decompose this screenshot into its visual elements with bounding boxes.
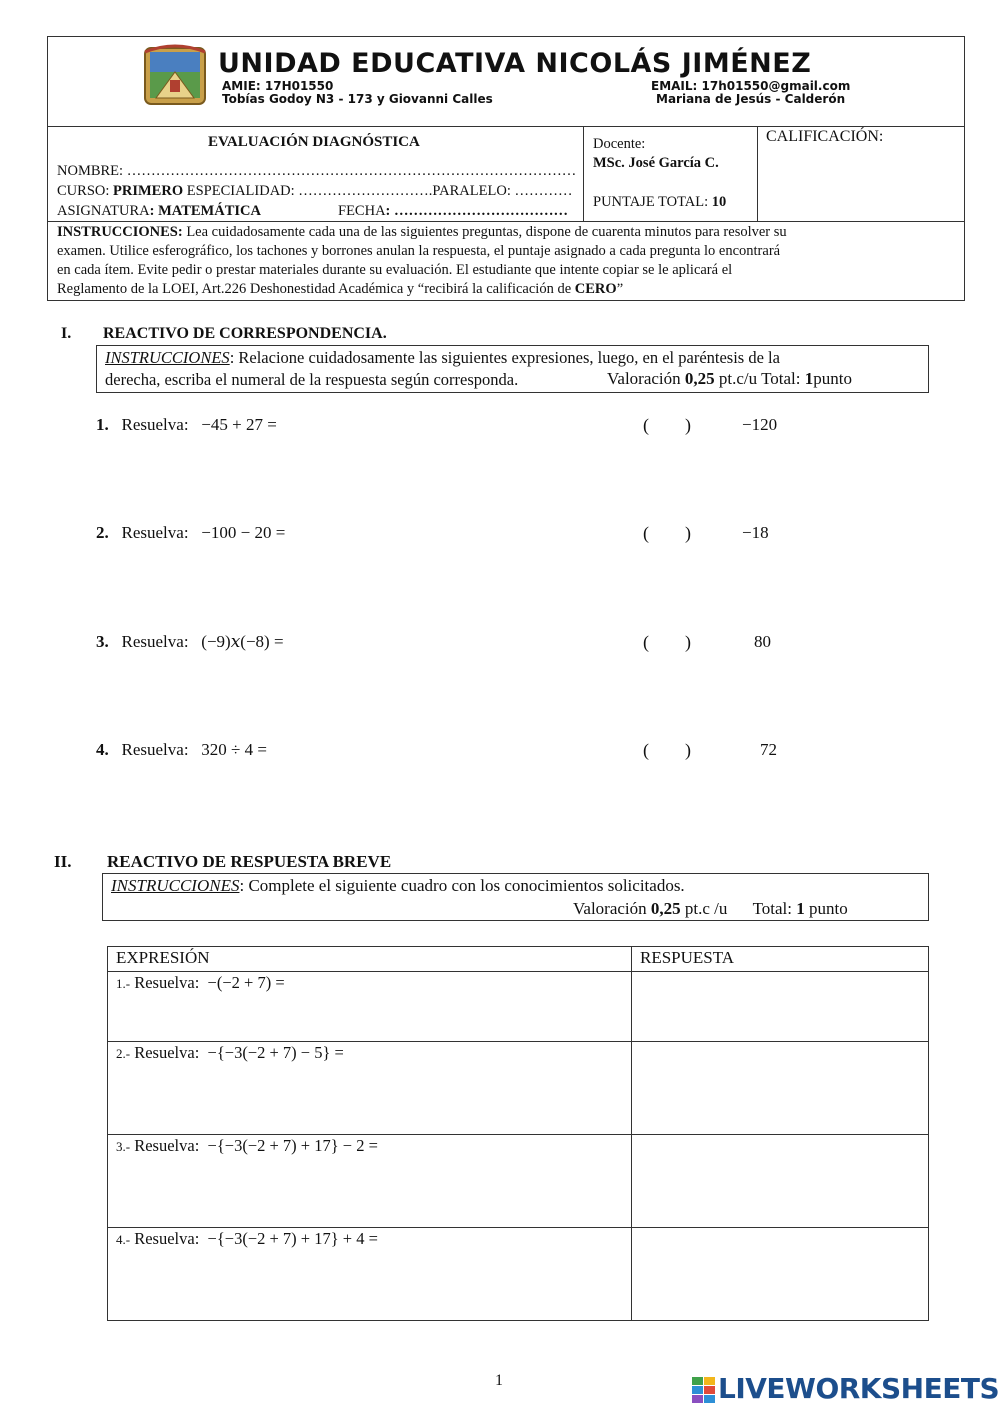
- math-expression: −100 − 20 =: [201, 523, 286, 542]
- puntaje-value: 10: [711, 194, 727, 210]
- table-row-expression: 2.- Resuelva: −{−3(−2 + 7) − 5} =: [116, 1043, 344, 1062]
- answer-cell[interactable]: [632, 1228, 926, 1319]
- table-row-expression: 3.- Resuelva: −{−3(−2 + 7) + 17} − 2 =: [116, 1136, 378, 1155]
- general-instructions: INSTRUCCIONES: Lea cuidadosamente cada una de las siguientes preguntas, dispone de cuarenta minutos para resolver su examen. Utilice esferográfico, los tachones y borrones anulan la respuesta, el puntaje asignado a cada pregunta lo encontrará en cada ítem. Evite pedir o prestar materiales durante su evaluación. El estudiante que intente copiar se le aplicará el Reglamento de la LOEI, Art.226 Deshonestidad Académica y “recibirá la calificación de CERO”: [57, 224, 787, 297]
- section1-item: 1. Resuelva: −45 + 27 =: [96, 415, 277, 434]
- section1-instructions-line1: INSTRUCCIONES: Relacione cuidadosamente las siguientes expresiones, luego, en el paréntesis de la: [105, 348, 780, 367]
- section2-title: REACTIVO DE RESPUESTA BREVE: [107, 852, 392, 871]
- answer-option: −18: [742, 523, 769, 542]
- math-expression: (−9)𝑥(−8) =: [201, 632, 284, 651]
- puntaje-total: PUNTAJE TOTAL: 10: [593, 194, 727, 210]
- section2-instructions-line1: INSTRUCCIONES: Complete el siguiente cuadro con los conocimientos solicitados.: [111, 876, 685, 895]
- table-row-expression: 1.- Resuelva: −(−2 + 7) =: [116, 973, 285, 992]
- page-number: 1: [495, 1372, 503, 1389]
- calificacion-label: CALIFICACIÓN:: [766, 128, 884, 145]
- section2-valoracion: Valoración 0,25 pt.c /u Total: 1 punto: [573, 899, 848, 918]
- fecha-line[interactable]: FECHA: ………………………………: [338, 203, 569, 219]
- math-expression: −(−2 + 7) =: [207, 973, 285, 992]
- docente-label: Docente:: [593, 136, 646, 152]
- answer-cell[interactable]: [632, 972, 926, 1039]
- math-expression: −{−3(−2 + 7) − 5} =: [207, 1043, 344, 1062]
- school-name: UNIDAD EDUCATIVA NICOLÁS JIMÉNEZ: [218, 48, 812, 79]
- curso-value: PRIMERO: [113, 183, 184, 199]
- section1-item: 4. Resuelva: 320 ÷ 4 =: [96, 740, 267, 759]
- answer-parenthesis[interactable]: ( ): [643, 740, 691, 760]
- math-expression: 320 ÷ 4 =: [201, 740, 267, 759]
- exam-title: EVALUACIÓN DIAGNÓSTICA: [208, 134, 420, 150]
- answer-option: 72: [760, 740, 777, 759]
- answer-parenthesis[interactable]: ( ): [643, 523, 691, 543]
- section1-numeral: I.: [61, 325, 72, 342]
- school-email: EMAIL: 17h01550@gmail.com: [651, 79, 851, 93]
- column-header-expresion: EXPRESIÓN: [116, 948, 210, 967]
- answer-cell[interactable]: [632, 1135, 926, 1225]
- answer-parenthesis[interactable]: ( ): [643, 632, 691, 652]
- column-header-respuesta: RESPUESTA: [640, 948, 735, 967]
- liveworksheets-logo-icon: [692, 1377, 716, 1403]
- section1-item: 2. Resuelva: −100 − 20 =: [96, 523, 286, 542]
- school-address: Tobías Godoy N3 - 173 y Giovanni Calles: [222, 92, 493, 106]
- docente-name: MSc. José García C.: [593, 155, 719, 171]
- especialidad-paralelo-field[interactable]: ESPECIALIDAD: ……………………….PARALELO: …………: [183, 183, 573, 199]
- math-expression: −{−3(−2 + 7) + 17} − 2 =: [207, 1136, 378, 1155]
- section1-instructions-line2: derecha, escriba el numeral de la respuesta según corresponda.: [105, 370, 519, 389]
- asignatura-value: : MATEMÁTICA: [149, 203, 261, 219]
- nombre-field[interactable]: NOMBRE: …………………………………………………………………………………: [57, 163, 577, 179]
- answer-option: −120: [742, 415, 778, 434]
- liveworksheets-brand[interactable]: LIVEWORKSHEETS: [718, 1372, 1000, 1405]
- table-row-expression: 4.- Resuelva: −{−3(−2 + 7) + 17} + 4 =: [116, 1229, 378, 1248]
- instructions-label: INSTRUCCIONES:: [57, 224, 183, 240]
- answer-cell[interactable]: [632, 1042, 926, 1132]
- school-crest-icon: [140, 42, 210, 108]
- asignatura-line: ASIGNATURA: MATEMÁTICA: [57, 203, 261, 219]
- school-location: Mariana de Jesús - Calderón: [656, 92, 846, 106]
- curso-line: CURSO: PRIMERO ESPECIALIDAD: ……………………….PARALELO: …………: [57, 183, 573, 199]
- amie-code: AMIE: 17H01550: [222, 79, 334, 93]
- fecha-value: : ………………………………: [385, 203, 569, 219]
- math-expression: −45 + 27 =: [201, 415, 277, 434]
- section1-title: REACTIVO DE CORRESPONDENCIA.: [103, 325, 387, 342]
- math-expression: −{−3(−2 + 7) + 17} + 4 =: [207, 1229, 378, 1248]
- answer-option: 80: [754, 632, 771, 651]
- answer-parenthesis[interactable]: ( ): [643, 415, 691, 435]
- section2-numeral: II.: [54, 852, 72, 871]
- section1-item: 3. Resuelva: (−9)𝑥(−8) =: [96, 632, 284, 651]
- section1-valoracion: Valoración 0,25 pt.c/u Total: 1punto: [607, 369, 852, 388]
